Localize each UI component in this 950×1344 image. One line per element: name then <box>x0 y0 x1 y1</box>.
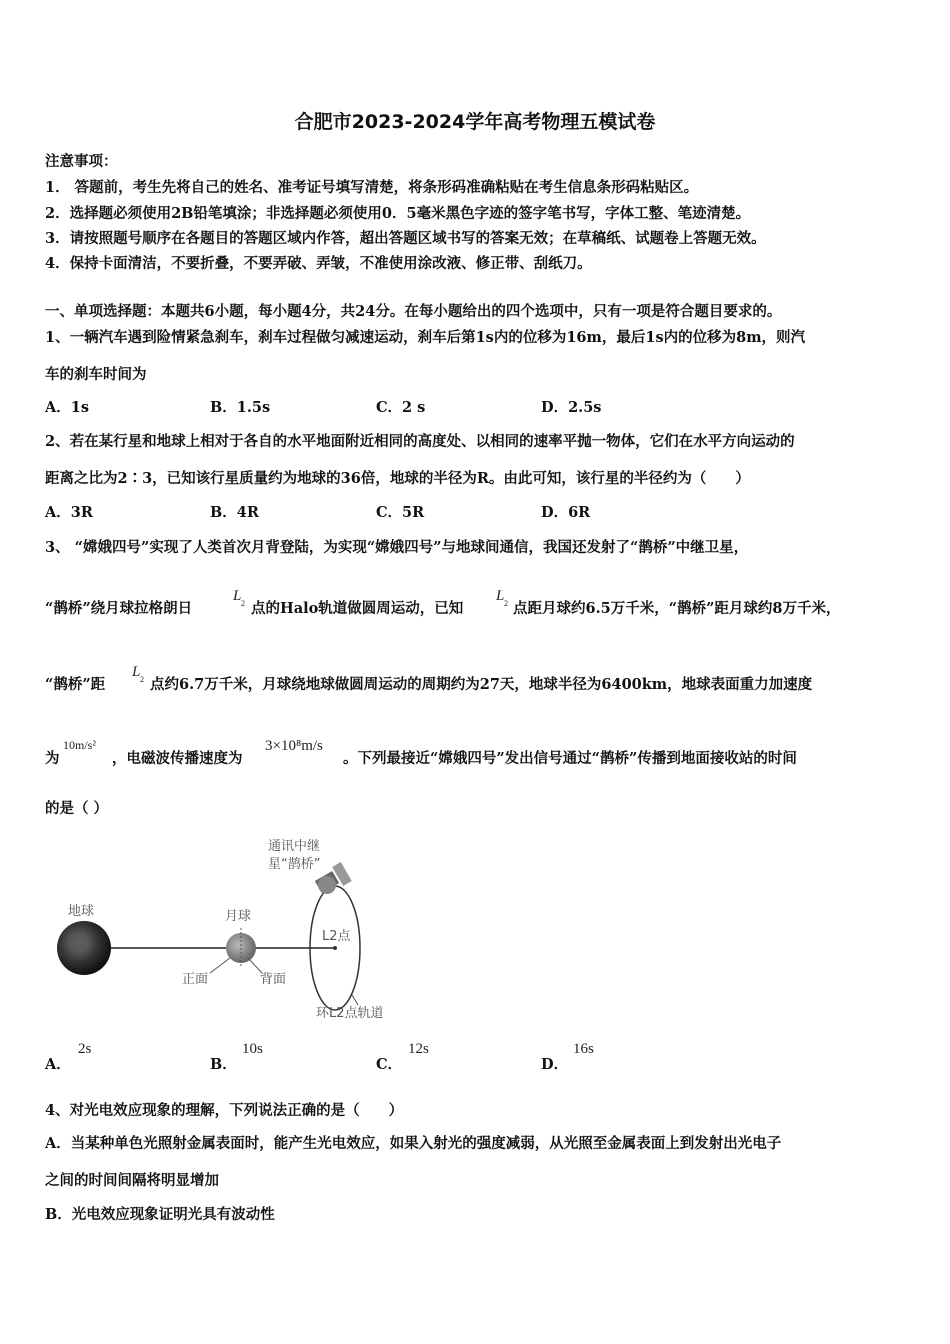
back-arrow <box>248 958 262 973</box>
page-title: 合肥市2023-2024学年高考物理五模试卷 <box>294 111 656 133</box>
q1-option-a: A．1s <box>45 399 90 416</box>
q1-option-b: B．1.5s <box>210 399 271 416</box>
l2-symbol: L <box>496 588 505 604</box>
question-3-text: “鹊桥”绕月球拉格朗日 <box>45 600 193 617</box>
l2-symbol: L <box>233 588 242 604</box>
notice-heading: 注意事项： <box>45 153 118 170</box>
question-3-text: 点距月球约6.5万千米，“鹊桥”距月球约8万千米， <box>513 600 841 617</box>
l2-subscript: 2 <box>140 675 144 684</box>
q3-option-c-letter: C． <box>376 1056 403 1073</box>
q3-option-a-letter: A． <box>45 1056 71 1073</box>
question-3-text: 的是（ ） <box>45 800 109 817</box>
q1-option-d: D．2.5s <box>541 399 602 416</box>
question-2-text: 距离之比为2∶3，已知该行星质量约为地球的36倍，地球的半径为R。由此可知，该行星的半径约为（ ） <box>45 470 750 487</box>
earth-icon <box>57 921 111 975</box>
notice-item: 1． 答题前，考生先将自己的姓名、准考证号填写清楚，将条形码准确粘贴在考生信息条形码粘贴区。 <box>45 179 699 196</box>
question-3-text: 为 <box>45 750 60 767</box>
q2-option-a: A．3R <box>45 504 93 521</box>
light-speed-value: 3×10⁸m/s <box>265 738 323 754</box>
question-1-text: 1、一辆汽车遇到险情紧急刹车，刹车过程做匀减速运动，刹车后第1s内的位移为16m，最后1s内的位移为8m，则汽 <box>45 329 806 346</box>
label-relay-1: 通讯中继 <box>268 839 321 854</box>
question-4-text: 4、对光电效应现象的理解，下列说法正确的是（ ） <box>45 1102 404 1119</box>
l2-symbol: L <box>132 664 141 680</box>
label-back: 背面 <box>260 972 287 987</box>
gravity-value: 10m/s² <box>63 738 96 752</box>
label-earth: 地球 <box>68 904 95 919</box>
label-l2-point: L2点 <box>322 929 351 944</box>
l2-point-marker <box>333 946 337 950</box>
question-3-text: 点的Halo轨道做圆周运动，已知 <box>251 600 464 617</box>
q2-option-c: C．5R <box>376 504 425 521</box>
q4-option-a: A．当某种单色光照射金属表面时，能产生光电效应，如果入射光的强度减弱，从光照至金属表面上到发射出光电子 <box>45 1135 782 1152</box>
q1-option-c: C．2 s <box>376 399 426 416</box>
q3-option-d-letter: D． <box>541 1056 569 1073</box>
question-3-text: “鹊桥”距 <box>45 676 106 693</box>
q3-option-a-value: 2s <box>78 1041 92 1057</box>
q3-option-b-letter: B． <box>210 1056 237 1073</box>
question-3-text: 3、 “嫦娥四号”实现了人类首次月背登陆，为实现“嫦娥四号”与地球间通信，我国还发射了“鹊桥”中继卫星， <box>45 539 749 556</box>
question-2-text: 2、若在某行星和地球上相对于各自的水平地面附近相同的高度处、以相同的速率平抛一物体，它们在水平方向运动的 <box>45 433 795 450</box>
question-3-text: 。下列最接近“嫦娥四号”发出信号通过“鹊桥”传播到地面接收站的时间 <box>343 750 797 767</box>
q3-option-c-value: 12s <box>408 1041 429 1057</box>
label-moon: 月球 <box>225 909 252 924</box>
label-relay-2: 星“鹊桥” <box>268 857 321 872</box>
notice-item: 4．保持卡面清洁，不要折叠，不要弄破、弄皱，不准使用涂改液、修正带、刮纸刀。 <box>45 255 592 272</box>
orbit-arrow <box>352 995 358 1005</box>
label-front: 正面 <box>182 972 209 987</box>
label-orbit: 环L2点轨道 <box>316 1006 384 1021</box>
q2-option-d: D．6R <box>541 504 591 521</box>
notice-item: 3．请按照题号顺序在各题目的答题区域内作答，超出答题区域书写的答案无效；在草稿纸、试题卷上答题无效。 <box>45 230 766 247</box>
notice-item: 2．选择题必须使用2B铅笔填涂；非选择题必须使用0．5毫米黑色字迹的签字笔书写，字体工整、笔迹清楚。 <box>45 205 751 222</box>
l2-subscript: 2 <box>504 599 508 608</box>
q2-option-b: B．4R <box>210 504 259 521</box>
q4-option-b: B．光电效应现象证明光具有波动性 <box>45 1206 275 1223</box>
question-3-text: ，电磁波传播速度为 <box>112 750 243 767</box>
front-arrow <box>210 958 230 973</box>
q3-option-b-value: 10s <box>242 1041 263 1057</box>
question-3-text: 点约6.7万千米，月球绕地球做圆周运动的周期约为27天，地球半径为6400km，地球表面重力加速度 <box>150 676 813 693</box>
q4-option-a: 之间的时间间隔将明显增加 <box>45 1172 219 1189</box>
question-1-text: 车的刹车时间为 <box>45 366 147 383</box>
q3-option-d-value: 16s <box>573 1041 594 1057</box>
earth-moon-relay-figure <box>40 825 420 1030</box>
l2-subscript: 2 <box>241 599 245 608</box>
section-heading: 一、单项选择题：本题共6小题，每小题4分，共24分。在每小题给出的四个选项中，只有一项是符合题目要求的。 <box>45 303 782 320</box>
